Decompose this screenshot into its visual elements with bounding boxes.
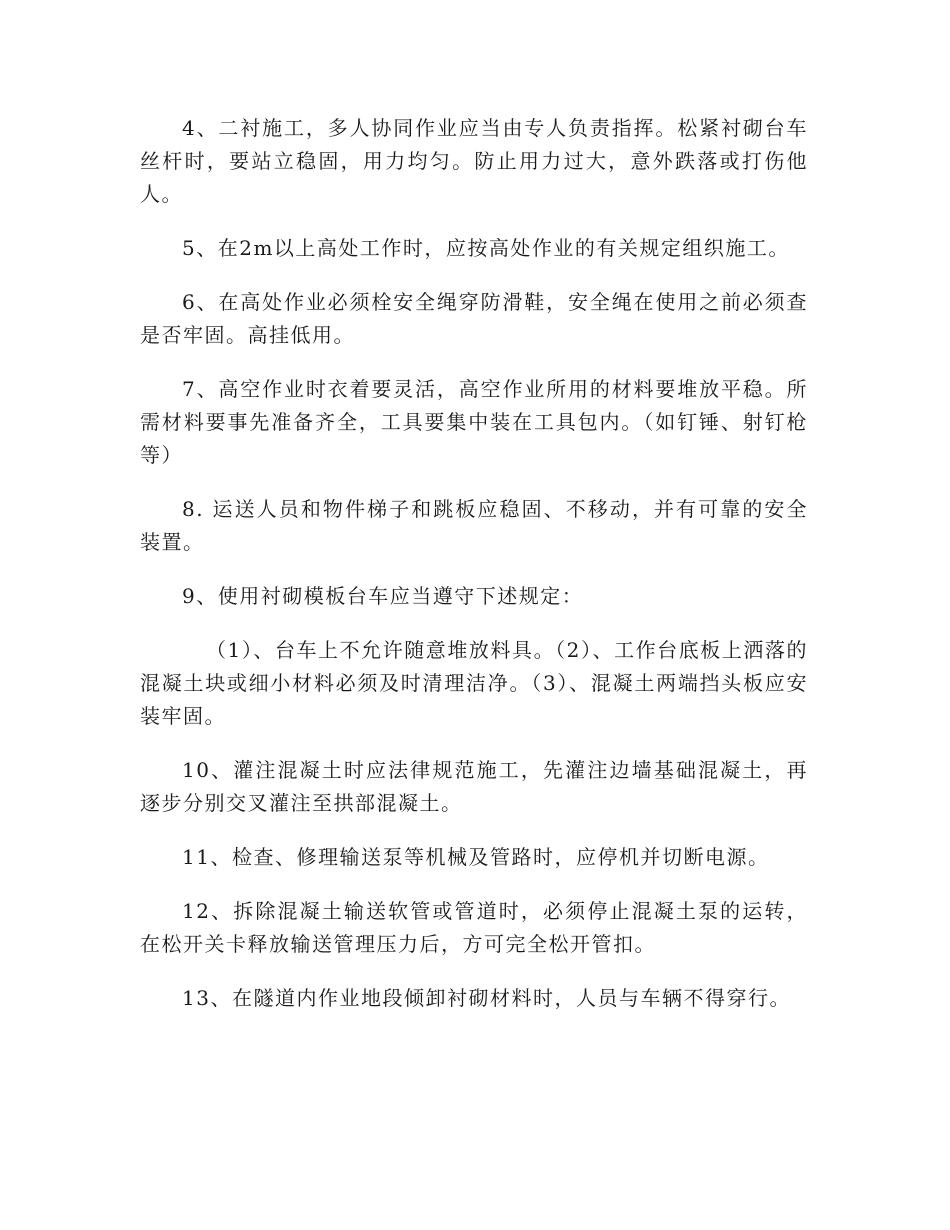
paragraph-item-12: 12、拆除混凝土输送软管或管道时，必须停止混凝土泵的运转，在松开关卡释放输送管理压力后，方可完全松开管扣。 [140,899,808,956]
paragraph-item-9: 9、使用衬砌模板台车应当遵守下述规定： [182,584,584,608]
document-body [140,112,808,1036]
paragraph-item-11: 11、检查、修理输送泵等机械及管路时，应停机并切断电源。 [182,845,770,869]
paragraph-item-5: 5、在2m以上高处工作时，应按高处作业的有关规定组织施工。 [182,236,790,260]
paragraph-item-7: 7、高空作业时衣着要灵活，高空作业所用的材料要堆放平稳。所需材料要事先准备齐全，工具要集中装在工具包内。（如钉锤、射钉枪等） [140,377,808,467]
paragraph-item-10: 10、灌注混凝土时应法律规范施工，先灌注边墙基础混凝土，再逐步分别交叉灌注至拱部混凝土。 [140,758,808,815]
paragraph-item-4: 4、二衬施工，多人协同作业应当由专人负责指挥。松紧衬砌台车丝杆时，要站立稳固，用力均匀。防止用力过大，意外跌落或打伤他人。 [140,116,808,206]
paragraph-item-6: 6、在高处作业必须栓安全绳穿防滑鞋，安全绳在使用之前必须查是否牢固。高挂低用。 [140,290,808,347]
paragraph-item-13: 13、在隧道内作业地段倾卸衬砌材料时，人员与车辆不得穿行。 [182,986,791,1010]
paragraph-item-8: 8. 运送人员和物件梯子和跳板应稳固、不移动，并有可靠的安全装置。 [140,497,808,554]
paragraph-item-9-subitems: （1）、台车上不允许随意堆放料具。（2）、工作台底板上洒落的混凝土块或细小材料必须及时清理洁净。（3）、混凝土两端挡头板应安装牢固。 [140,638,808,728]
